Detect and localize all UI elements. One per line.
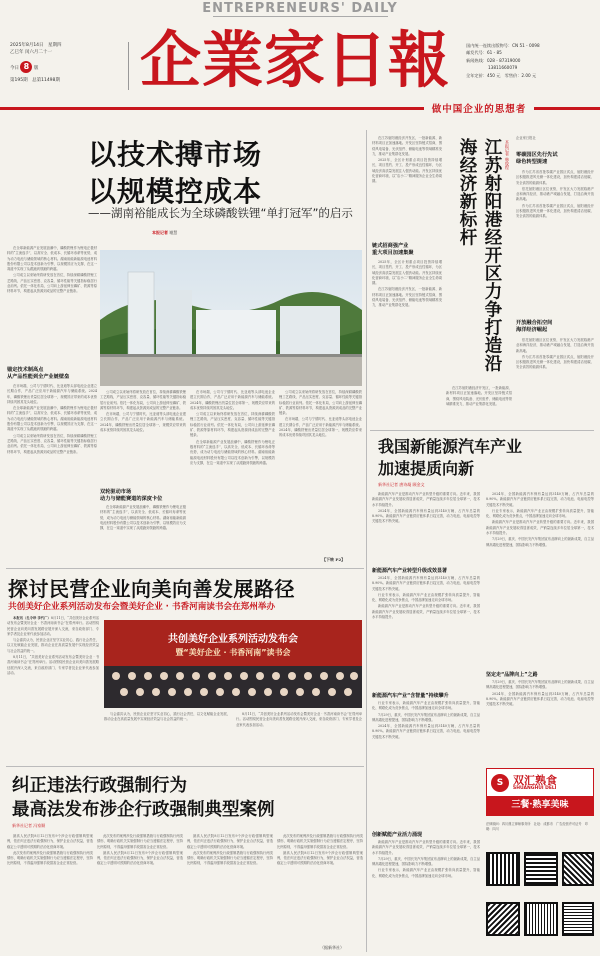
today-label: 今日 — [10, 66, 19, 71]
newenergy-body-2: 2024年，全国新能源汽车保有量达到3140万辆，占汽车总量的8.90%。新能源汽车产业链供应链体系日趋完善，动力电池、电驱电控等关键技术不断突破。 — [372, 508, 480, 524]
lead-body-3-col3: 在市场端，公司与宁德时代、比亚迪等头部电池企业建立长期合作，产品广泛应用于新能源汽车与储能系统。2024年，磷酸铁锂出货量位居全球第一，规模效应带来的成本优势持续巩固其龙头地位。 — [190, 390, 275, 410]
lead-headline-1: 以技术搏市场 — [88, 138, 263, 171]
newenergy-body-3: 行业专家表示，新能源汽车产业正由规模扩张转向质量提升，智能化、网联化成为竞争焦点，中国品牌加速走向全球市场。 — [372, 592, 480, 603]
sheyang-body-mid — [446, 386, 512, 426]
col4-body-1 — [516, 170, 594, 320]
lead-subhead-1 — [7, 367, 97, 381]
ad-slogan: 三餐·熟享美味 — [511, 800, 569, 810]
sheyang-body-1: 在江苏射阳港经济开发区，一批新能源、新材料项目正加速落地。开发区坚持链式招商，围绕风电装备、光伏组件、储能电池等领域精准发力，推动产业集群化发展。 — [372, 136, 442, 156]
qr-code-3[interactable] — [562, 852, 594, 886]
qr-code-2[interactable] — [524, 852, 558, 886]
col4-subhead-1 — [516, 152, 594, 166]
lead-body-3-col4: 在市场端，公司与宁德时代、比亚迪等头部电池企业建立长期合作，产品广泛应用于新能源汽车与储能系统。2024年，磷酸铁锂出货量位居全球第一，规模效应带来的成本优势持续巩固其龙头地位。 — [279, 417, 362, 438]
hotline: 新闻热线：028 - 87319000 — [466, 57, 521, 63]
col4-body-1a: 作为江苏省首批零碳产业园区试点，射阳港经开区积极推进风光储一体化建设，加快构建清洁低碳、安全高效的能源体系。 — [516, 170, 594, 185]
newenergy-headline-2: 加速提质向新 — [378, 459, 475, 478]
newenergy-body-1d: 新能源汽车产业是推动汽车产业转型升级的重要方向。近年来，我国新能源汽车产业发展取得显著成效，产销量连续多年位居全球第一，技术水平持续提升。 — [486, 520, 594, 536]
audience-illustration — [104, 666, 362, 708]
newenergy-headline-1: 我国新能源汽车产业 — [378, 437, 523, 456]
qr-code-6[interactable] — [562, 902, 594, 936]
private-body-2: 与会嘉宾认为，民营企业应坚守实业初心，践行社会责任，以文化赋能企业发展，推动企业在高质量发展中实现经济效益与社会效益的统一。 — [7, 638, 99, 653]
law-col-2 — [97, 834, 183, 952]
law-body-2d: 此次发布的案例涉及行政强制措施与行政强制执行两类情形，明确行政机关实施强制行为应当遵循法定程序，坚持比例原则，不得滥用强制手段损害企业正常经营。 — [277, 834, 363, 849]
lead-body-1-repeat: 在全球新能源产业发展浪潮中，磷酸铁锂作为锂电正极材料的“主流选手”，以高安全、低成本、长循环寿命等优势，成为动力电池与储能领域的核心材料。湖南裕能新能源电池材料股份有限公司以技术创新为引擎，以规模效应为支撑，在这一赛道中实现了从跟跑到领跑的跨越。 — [7, 406, 97, 432]
cn-code: 国内统一连续出版物号：CN 51 - 0098 — [466, 43, 540, 48]
lead-body-1-col2: 在全球新能源产业发展浪潮中，磷酸铁锂作为锂电正极材料的“主流选手”，以高安全、低成本、长循环寿命等优势，成为动力电池与储能领域的核心材料。湖南裕能新能源电池材料股份有限公司以技术创新为引擎，以规模效应为支撑，在这一赛道中实现了从跟跑到领跑的跨越。 — [100, 505, 186, 531]
private-event-photo — [104, 620, 362, 708]
ad-brand-en: SHUANGHUI DELI — [513, 786, 557, 791]
footer-info: 法律顾问：四川鼎立律师事务所 社址：成都市 广告经营许可证号 印刷：四川 — [486, 822, 588, 831]
lead-body-1: 在全球新能源产业发展浪潮中，磷酸铁锂作为锂电正极材料的“主流选手”，以高安全、低成本、长循环寿命等优势，成为动力电池与储能领域的核心材料。湖南裕能新能源电池材料股份有限公司以技术创新为引擎，以规模效应为支撑，在这一赛道中实现了从跟跑到领跑的跨越。 — [7, 246, 97, 272]
lead-body-2-col4: 公司成立以来始终将研发放在首位，持续深耕磷酸铁锂工艺路线，产品压实密度、克容量、循环性能等关键指标稳居行业前列。依托一体化布局，公司向上游延伸至磷矿、铁源等原材料环节，构建起从资源到成品的完整产业链条。 — [279, 390, 362, 416]
col-divider-bottom — [366, 430, 367, 952]
law-body-2b: 此次发布的案例涉及行政强制措施与行政强制执行两类情形，明确行政机关实施强制行为应当遵循法定程序，坚持比例原则，不得滥用强制手段损害企业正常经营。 — [97, 834, 183, 849]
page-count-badge: 8 — [20, 61, 32, 73]
law-body-2c: 此次发布的案例涉及行政强制措施与行政强制执行两类情形，明确行政机关实施强制行为应当遵循法定程序，坚持比例原则，不得滥用强制手段损害企业正常经营。 — [187, 850, 273, 866]
newenergy-subhead-2: 新能源汽车产业“含智量”持续攀升 — [372, 693, 449, 699]
newenergy-subhead-1: 新能源汽车产业转型升级成效显著 — [372, 568, 448, 574]
sheyang-vertical-headline: 江苏射阳港经开区力争打造沿海经济新标杆 — [457, 138, 502, 372]
private-body-1: 8月11日，“共创美好企业系列活动发布会暨美好企业 · 书香河南读书会”在郑州举行。活动围绕民营企业向美向善发展路径展开深入交流，来自政府部门、专家学者及企业家代表参加活动。 — [7, 616, 99, 636]
lead-subtitle: ——湖南裕能成长为全球磷酸铁锂“单打冠军”的启示 — [88, 206, 353, 220]
lead-subhead-1b: 从产品性能到全产业链壁垒 — [7, 374, 70, 380]
sheyang-subhead-1b: 重大项目加速集聚 — [372, 250, 414, 256]
lead-subhead-2 — [100, 489, 186, 503]
date-block — [10, 42, 120, 84]
qr-code-1[interactable] — [486, 852, 520, 886]
newenergy-body-2d: 2024年，全国新能源汽车保有量达到3140万辆，占汽车总量的8.90%。新能源汽车产业链供应链体系日趋完善，动力电池、电驱电控等关键技术不断突破。 — [486, 492, 594, 507]
lead-body-col2 — [100, 390, 186, 486]
newenergy-body-3c: 行业专家表示，新能源汽车产业正由规模扩张转向质量提升，智能化、网联化成为竞争焦点，中国品牌加速走向全球市场。 — [372, 868, 480, 878]
law-top-rule — [6, 766, 364, 767]
lead-body-col3 — [190, 390, 275, 565]
newenergy-col-left-4 — [372, 840, 480, 952]
masthead-qr[interactable] — [560, 72, 592, 96]
sheyang-body-2: 2025年，全区计划重点项目投资持续增长，项目签约、开工、投产形成良性循环，为区域经济高质量发展注入强劲动能。开发区持续优化营商环境，以“店小二”精神服务企业全生命周期。 — [372, 158, 442, 184]
newenergy-body-2e: 2024年，全国新能源汽车保有量达到3140万辆，占汽车总量的8.90%。新能源汽车产业链供应链体系日趋完善，动力电池、电驱电控等关键技术不断突破。 — [486, 691, 594, 707]
masthead-red-bar-right — [534, 107, 600, 110]
pages-unit: 版 — [33, 66, 39, 71]
byline-label: 本报记者 — [152, 230, 168, 235]
private-top-rule — [6, 568, 364, 569]
private-col-right — [236, 712, 362, 762]
private-col-left — [7, 616, 99, 762]
newenergy-body-3b: 行业专家表示，新能源汽车产业正由规模扩张转向质量提升，智能化、网联化成为竞争焦点，中国品牌加速走向全球市场。 — [372, 701, 480, 711]
sheyang-body-1b: 在江苏射阳港经济开发区，一批新能源、新材料项目正加速落地。开发区坚持链式招商，围绕风电装备、光伏组件、储能电池等领域精准发力，推动产业集群化发展。 — [372, 287, 442, 308]
lead-body-1-col3: 在全球新能源产业发展浪潮中，磷酸铁锂作为锂电正极材料的“主流选手”，以高安全、低成本、长循环寿命等优势，成为动力电池与储能领域的核心材料。湖南裕能新能源电池材料股份有限公司以技术创新为引擎，以规模效应为支撑，在这一赛道中实现了从跟跑到领跑的跨越。 — [190, 439, 275, 465]
lead-body-2-repeat: 公司成立以来始终将研发放在首位，持续深耕磷酸铁锂工艺路线，产品压实密度、克容量、循环性能等关键指标稳居行业前列。依托一体化布局，公司向上游延伸至磷矿、铁源等原材料环节，构建起从资源到成品的完整产业链条。 — [7, 433, 97, 454]
sheyang-subhead-1a: 链式招商强产业 — [372, 243, 409, 249]
col4-body-1c: 作为江苏省首批零碳产业园区试点，射阳港经开区积极推进风光储一体化建设，加快构建清洁低碳、安全高效的能源体系。 — [516, 354, 594, 370]
sheyang-vertical-byline: 本报记者 韩俊程 — [505, 140, 510, 170]
law-byline: 新华社记者 冯家顺 — [12, 823, 46, 828]
newenergy-body-3d: 行业专家表示，新能源汽车产业正由规模扩张转向质量提升，智能化、网联化成为竞争焦点，中国品牌加速走向全球市场。 — [486, 508, 594, 519]
newenergy-body-1: 新能源汽车产业是推动汽车产业转型升级的重要方向。近年来，我国新能源汽车产业发展取得显著成效，产销量连续多年位居全球第一，技术水平持续提升。 — [372, 492, 480, 507]
qr-code-5[interactable] — [524, 902, 558, 936]
lead-photo — [100, 250, 362, 386]
price: 全年定价：450 元 零售价：2.00 元 — [466, 72, 537, 78]
newenergy-col-right — [486, 492, 594, 668]
law-col-1 — [7, 834, 93, 952]
col4-top-text: 企业家日报社 — [516, 136, 536, 140]
masthead-divider-left — [128, 42, 129, 90]
ad-logo-icon: S — [491, 774, 509, 792]
law-col-4 — [277, 834, 363, 944]
event-banner-sub: 暨“美好企业 · 书香河南”读书会 — [175, 648, 291, 657]
newenergy-body-4c: 7月29日，重庆、中国长安汽车集团宣布品牌向上的最新成果，自主品牌高端化进程提速，国际影响力不断增强。 — [486, 537, 594, 547]
private-headline: 探讨民营企业向美向善发展路径 — [8, 577, 295, 601]
event-banner-title: 共创美好企业系列活动发布会 — [168, 634, 298, 645]
sheyang-subhead-1 — [372, 243, 442, 257]
factory-photo-illustration — [100, 250, 362, 386]
law-headline-1: 纠正违法行政强制行为 — [12, 776, 187, 796]
newenergy-col-left — [372, 492, 480, 564]
law-body-1c: 最高人民法院8月12日发布9个涉企行政强制典型案例，依法纠正违法行政强制行为，保护企业合法权益，营造稳定公平透明可预期的法治化营商环境。 — [187, 834, 273, 849]
lead-body-col4 — [279, 390, 362, 555]
private-body-1b: 8月11日，“共创美好企业系列活动发布会暨美好企业 · 书香河南读书会”在郑州举行。活动围绕民营企业向美向善发展路径展开深入交流，来自政府部门、专家学者及企业家代表参加活动。 — [7, 655, 99, 675]
issue-number: 第195期 — [10, 78, 28, 83]
newspaper-title: 企業家日報 — [139, 25, 450, 96]
private-byline: 本报讯（孔令珍 李代广） — [13, 616, 51, 620]
newenergy-body-4b: 7月29日，重庆、中国长安汽车集团宣布品牌向上的最新成果，自主品牌高端化进程提速，国际影响力不断增强。 — [372, 856, 480, 867]
col4-body-2b: 依托射阳港区区位优势，开发区大力发展临港产业和海洋经济，推动港产城融合发展，打造沿海开放新高地。 — [516, 338, 594, 353]
lead-continue[interactable]: 【下转 P2】 — [322, 557, 346, 562]
lead-body-col1 — [7, 246, 97, 362]
newenergy-subhead-4: 创新赋能产业活力涌现 — [372, 832, 423, 838]
postal-code: 邮发代号：61 - 85 — [466, 50, 502, 56]
lead-body-2-col2: 公司成立以来始终将研发放在首位，持续深耕磷酸铁锂工艺路线，产品压实密度、克容量、循环性能等关键指标稳居行业前列。依托一体化布局，公司向上游延伸至磷矿、铁源等原材料环节，构建起从资源到成品的完整产业链条。 — [100, 390, 186, 410]
sheyang-body-top — [372, 136, 442, 240]
masthead-en: ENTREPRENEURS' DAILY — [202, 1, 398, 16]
lead-byline — [152, 230, 177, 236]
event-banner — [104, 620, 362, 666]
lead-subhead-2b: 动力与储能赛道的深度卡位 — [100, 496, 163, 502]
law-body-1: 最高人民法院8月12日发布9个涉企行政强制典型案例，依法纠正违法行政强制行为，保护企业合法权益，营造稳定公平透明可预期的法治化营商环境。 — [7, 834, 93, 849]
newenergy-body-2b: 2024年，全国新能源汽车保有量达到3140万辆，占汽车总量的8.90%。新能源汽车产业链供应链体系日趋完善，动力电池、电驱电控等关键技术不断突破。 — [372, 576, 480, 591]
newenergy-top-rule — [370, 430, 594, 431]
ad-slogan-bar — [487, 796, 593, 815]
law-col-3 — [187, 834, 273, 952]
newenergy-col-right-2 — [486, 680, 594, 760]
newenergy-body-4: 7月29日，重庆、中国长安汽车集团宣布品牌向上的最新成果，自主品牌高端化进程提速，国际影响力不断增强。 — [372, 712, 480, 722]
lead-subhead-2a: 双轮驱动市场 — [100, 489, 132, 495]
hotline-2: 13811660079 — [488, 65, 518, 71]
col4-subhead-2 — [516, 320, 594, 334]
law-headline-2: 最高法发布涉企行政强制典型案例 — [12, 800, 275, 820]
ad-box[interactable] — [486, 768, 594, 816]
newenergy-body-1b: 新能源汽车产业是推动汽车产业转型升级的重要方向。近年来，我国新能源汽车产业发展取得显著成效，产销量连续多年位居全球第一，技术水平持续提升。 — [372, 604, 480, 620]
col4-subhead-1b: 绿色转型提速 — [516, 159, 548, 165]
col4-subhead-2a: 开放融合拓空间 — [516, 320, 553, 326]
newenergy-body-4d: 7月29日，重庆、中国长安汽车集团宣布品牌向上的最新成果，自主品牌高端化进程提速，国际影响力不断增强。 — [486, 680, 594, 690]
newenergy-body-1c: 新能源汽车产业是推动汽车产业转型升级的重要方向。近年来，我国新能源汽车产业发展取得显著成效，产销量连续多年位居全球第一，技术水平持续提升。 — [372, 840, 480, 855]
private-subtitle: 共创美好企业系列活动发布会暨美好企业 · 书香河南读书会在郑州举办 — [8, 602, 276, 612]
lead-body-2-col3: 公司成立以来始终将研发放在首位，持续深耕磷酸铁锂工艺路线，产品压实密度、克容量、循环性能等关键指标稳居行业前列。依托一体化布局，公司向上游延伸至磷矿、铁源等原材料环节，构建起从资源到成品的完整产业链条。 — [190, 412, 275, 438]
weekday: 星期四 — [48, 43, 62, 48]
date: 2025年8月14日 — [10, 43, 44, 48]
lead-body-3-col2: 在市场端，公司与宁德时代、比亚迪等头部电池企业建立长期合作，产品广泛应用于新能源汽车与储能系统。2024年，磷酸铁锂出货量位居全球第一，规模效应带来的成本优势持续巩固其龙头地位。 — [100, 412, 186, 433]
newenergy-col-left-3 — [372, 701, 480, 829]
total-issue: 总第11498期 — [32, 78, 60, 83]
private-body-2b: 与会嘉宾认为，民营企业应坚守实业初心，践行社会责任，以文化赋能企业发展，推动企业在高质量发展中实现经济效益与社会效益的统一。 — [104, 712, 230, 722]
lead-body-col1b — [7, 384, 97, 534]
lunar-date: 乙巳年 闰六月二十一 — [10, 50, 52, 55]
byline-name: 谢慧 — [169, 230, 178, 235]
law-body-2: 此次发布的案例涉及行政强制措施与行政强制执行两类情形，明确行政机关实施强制行为应当遵循法定程序，坚持比例原则，不得滥用强制手段损害企业正常经营。 — [7, 850, 93, 866]
law-continue: （据新华社） — [320, 945, 344, 950]
masthead-rule — [213, 16, 388, 17]
lead-subhead-1a: 锚定技术制高点 — [7, 367, 44, 373]
ad-brand: 双汇熟食 — [513, 774, 557, 787]
lead-body-2: 公司成立以来始终将研发放在首位，持续深耕磷酸铁锂工艺路线，产品压实密度、克容量、循环性能等关键指标稳居行业前列。依托一体化布局，公司向上游延伸至磷矿、铁源等原材料环节，构建起从资源到成品的完整产业链条。 — [7, 273, 97, 294]
private-body-1c: 8月11日，“共创美好企业系列活动发布会暨美好企业 · 书香河南读书会”在郑州举行。活动围绕民营企业向美向善发展路径展开深入交流，来自政府部门、专家学者及企业家代表参加活动。 — [236, 712, 362, 727]
lead-body-3: 在市场端，公司与宁德时代、比亚迪等头部电池企业建立长期合作，产品广泛应用于新能源汽车与储能系统。2024年，磷酸铁锂出货量位居全球第一，规模效应带来的成本优势持续巩固其龙头地位。 — [7, 384, 97, 404]
newenergy-col-left-2 — [372, 576, 480, 690]
col4-subhead-2b: 海洋经济崛起 — [516, 327, 548, 333]
slogan: 做中国企业的思想者 — [431, 104, 527, 115]
private-col-mid — [104, 712, 230, 762]
col4-body-1b: 作为江苏省首批零碳产业园区试点，射阳港经开区积极推进风光储一体化建设，加快构建清洁低碳、安全高效的能源体系。 — [516, 203, 594, 219]
newenergy-byline: 新华社记者 唐诗凝 顾金文 — [378, 482, 425, 487]
col4-subhead-1a: 零碳园区先行先试 — [516, 152, 558, 158]
sheyang-body-2b: 2025年，全区计划重点项目投资持续增长，项目签约、开工、投产形成良性循环，为区域经济高质量发展注入强劲动能。开发区持续优化营商环境，以“店小二”精神服务企业全生命周期。 — [372, 260, 442, 286]
lead-body-col2b — [100, 505, 186, 565]
law-body-1b: 最高人民法院8月12日发布9个涉企行政强制典型案例，依法纠正违法行政强制行为，保护企业合法权益，营造稳定公平透明可预期的法治化营商环境。 — [97, 850, 183, 866]
qr-code-4[interactable] — [486, 902, 520, 936]
masthead-red-bar — [0, 107, 424, 110]
lead-headline-2: 以规模控成本 — [88, 175, 263, 208]
newenergy-subhead-3: 坚定走“品牌向上”之路 — [486, 672, 538, 678]
sheyang-body-1c: 在江苏射阳港经济开发区，一批新能源、新材料项目正加速落地。开发区坚持链式招商，围绕风电装备、光伏组件、储能电池等领域精准发力，推动产业集群化发展。 — [446, 386, 512, 406]
law-body-1d: 最高人民法院8月12日发布9个涉企行政强制典型案例，依法纠正违法行政强制行为，保护企业合法权益，营造稳定公平透明可预期的法治化营商环境。 — [277, 850, 363, 866]
sheyang-body-bottom — [372, 260, 442, 420]
col4-body-2a: 依托射阳港区区位优势，开发区大力发展临港产业和海洋经济，推动港产城融合发展，打造沿海开放新高地。 — [516, 186, 594, 202]
newenergy-body-2c: 2024年，全国新能源汽车保有量达到3140万辆，占汽车总量的8.90%。新能源汽车产业链供应链体系日趋完善，动力电池、电驱电控等关键技术不断突破。 — [372, 724, 480, 739]
col4-body-2 — [516, 338, 594, 428]
